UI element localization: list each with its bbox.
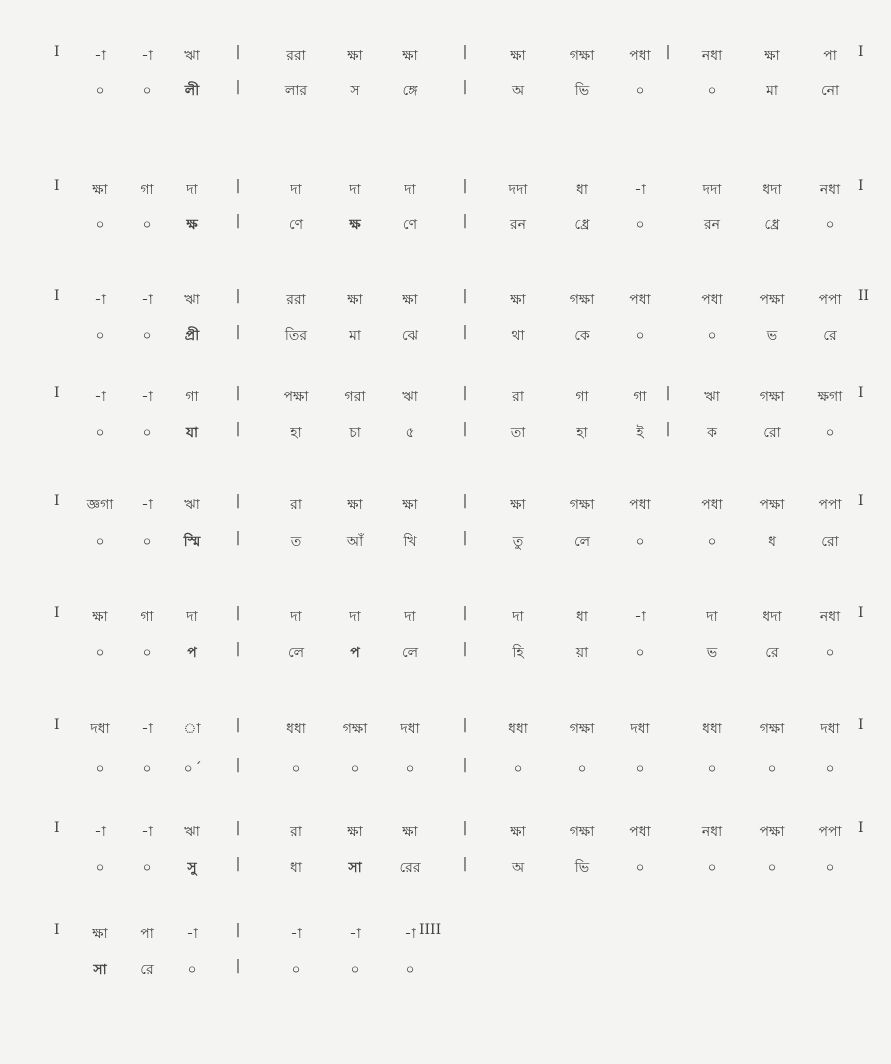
swara-note: গা <box>140 182 154 198</box>
swara-note: দা <box>290 609 302 625</box>
swara-note: ধদা <box>762 182 782 198</box>
swara-note: -া <box>186 926 198 942</box>
swara-note: -া <box>141 824 153 840</box>
bar-line: | <box>462 288 468 304</box>
lyric-note: ০ <box>95 761 105 777</box>
swara-note: -া <box>94 292 106 308</box>
swara-note: ধা <box>576 609 588 625</box>
section-mark: I <box>858 385 864 401</box>
swara-note: নধা <box>701 824 723 840</box>
lyric-note: রের <box>399 860 421 876</box>
swara-note: -া <box>141 497 153 513</box>
lyric-row <box>0 324 891 354</box>
swara-note: -া <box>290 926 302 942</box>
swara-note: -া <box>349 926 361 942</box>
bar-line: | <box>235 178 241 194</box>
lyric-note: থা <box>511 328 525 344</box>
lyric-note: ধ <box>768 534 776 550</box>
swara-note: ক্ষা <box>510 824 526 840</box>
lyric-note: ৫ <box>405 425 415 441</box>
swara-note: ধা <box>576 182 588 198</box>
section-mark: I <box>54 922 60 938</box>
section-mark: I <box>858 605 864 621</box>
lyric-note: ০ <box>142 645 152 661</box>
lyric-note: ০ <box>95 534 105 550</box>
bar-line: | <box>235 44 241 60</box>
swara-note: ঋা <box>184 497 200 513</box>
swara-note: ররা <box>286 292 306 308</box>
lyric-note: ০ <box>187 962 197 978</box>
swara-note: া <box>183 721 201 737</box>
swara-note: পপা <box>818 497 842 513</box>
bar-line: | <box>462 641 468 657</box>
swara-note: পধা <box>701 292 723 308</box>
swara-note: ঋা <box>402 389 418 405</box>
lyric-note: ০ <box>635 761 645 777</box>
lyric-note: সা <box>348 860 362 876</box>
swara-note: পধা <box>629 497 651 513</box>
swara-note: নধা <box>701 48 723 64</box>
bar-line: | <box>235 421 241 437</box>
swara-note: পক্ষা <box>759 292 785 308</box>
bar-line: | <box>235 641 241 657</box>
lyric-note: মা <box>349 328 361 344</box>
lyric-note: ত <box>290 534 302 550</box>
swara-note: গা <box>633 389 647 405</box>
swara-note: জ্ঞগা <box>86 497 114 513</box>
bar-line: | <box>235 605 241 621</box>
bar-line: | <box>235 288 241 304</box>
lyric-note: ০ <box>635 645 645 661</box>
lyric-note: ০ <box>707 328 717 344</box>
swara-note: দা <box>512 609 524 625</box>
swara-note: পধা <box>629 292 651 308</box>
lyric-note: ০ <box>707 83 717 99</box>
swara-note: ক্ষা <box>347 824 363 840</box>
swara-note: গক্ষা <box>342 721 368 737</box>
lyric-note: ভি <box>574 83 590 99</box>
lyric-row <box>0 757 891 787</box>
swara-note: গরা <box>344 389 366 405</box>
swara-note: ররা <box>286 48 306 64</box>
lyric-note: ০ <box>635 328 645 344</box>
swara-note: ক্ষা <box>92 926 108 942</box>
lyric-note: ০ <box>635 83 645 99</box>
swara-note: ঋা <box>704 389 720 405</box>
lyric-note: খি <box>403 534 417 550</box>
lyric-note: ভ <box>766 328 778 344</box>
swara-note: নধা <box>819 182 841 198</box>
swara-note: রা <box>290 824 302 840</box>
bar-line: | <box>235 493 241 509</box>
lyric-note: কে <box>574 328 590 344</box>
lyric-row <box>0 641 891 671</box>
bar-line: | <box>462 757 468 773</box>
swara-note: -া <box>94 48 106 64</box>
swara-note: পধা <box>629 48 651 64</box>
swara-row <box>0 178 891 208</box>
swara-note: দা <box>404 609 416 625</box>
lyric-note: আঁ <box>346 534 364 550</box>
lyric-note: প <box>187 645 197 661</box>
swara-note: ক্ষা <box>347 497 363 513</box>
swara-note: দা <box>186 609 198 625</box>
lyric-note: ০ <box>291 962 301 978</box>
bar-line: | <box>235 757 241 773</box>
swara-row <box>0 717 891 747</box>
lyric-note: ০ <box>291 761 301 777</box>
lyric-note: ঙ্গে <box>402 83 418 99</box>
lyric-note: তা <box>510 425 526 441</box>
lyric-note: ০ <box>142 860 152 876</box>
lyric-row <box>0 958 891 988</box>
lyric-note: ০ <box>635 534 645 550</box>
swara-note: ক্ষা <box>402 292 418 308</box>
swara-note: -া <box>404 926 416 942</box>
lyric-note: চা <box>349 425 361 441</box>
lyric-note: রো <box>821 534 839 550</box>
swara-note: গক্ষা <box>759 721 785 737</box>
swara-note: পা <box>823 48 837 64</box>
section-mark: I <box>858 178 864 194</box>
lyric-note: ০ <box>825 761 835 777</box>
swara-note: রা <box>290 497 302 513</box>
lyric-row <box>0 856 891 886</box>
bar-line: | <box>462 605 468 621</box>
swara-note: ক্ষা <box>92 609 108 625</box>
bar-line: | <box>462 820 468 836</box>
lyric-note: প <box>350 645 360 661</box>
bar-line: | <box>235 717 241 733</box>
swara-row <box>0 493 891 523</box>
bar-line: | <box>235 79 241 95</box>
swara-note: ধধা <box>702 721 722 737</box>
lyric-row <box>0 213 891 243</box>
swara-note: -া <box>94 824 106 840</box>
lyric-note: ০ <box>95 83 105 99</box>
lyric-note: মা <box>766 83 778 99</box>
lyric-note: স্মি <box>183 534 201 550</box>
swara-note: ক্ষা <box>510 497 526 513</box>
swara-note: ক্ষা <box>402 824 418 840</box>
swara-note: গক্ষা <box>569 48 595 64</box>
bar-line: | <box>235 820 241 836</box>
section-mark: I <box>54 178 60 194</box>
swara-row <box>0 922 891 952</box>
lyric-note: ধা <box>290 860 302 876</box>
lyric-note: অ <box>511 860 525 876</box>
lyric-note: ভি <box>574 860 590 876</box>
lyric-note: ০ <box>95 328 105 344</box>
lyric-note: ণে <box>288 217 304 233</box>
lyric-note: ০ <box>95 860 105 876</box>
lyric-note: ০ <box>350 962 360 978</box>
lyric-note: সু <box>187 860 197 876</box>
bar-line: | <box>235 324 241 340</box>
bar-line: | <box>462 421 468 437</box>
section-mark: I <box>54 820 60 836</box>
swara-note: -া <box>94 389 106 405</box>
section-mark: I <box>54 717 60 733</box>
swara-note: দদা <box>702 182 722 198</box>
lyric-note: ০ <box>767 860 777 876</box>
lyric-note: ণে <box>402 217 418 233</box>
lyric-note: ০ <box>95 217 105 233</box>
lyric-note: ০ <box>825 425 835 441</box>
swara-note: দা <box>404 182 416 198</box>
lyric-note: লে <box>401 645 419 661</box>
swara-note: -া <box>141 721 153 737</box>
swara-row <box>0 44 891 74</box>
lyric-note: ০ <box>142 761 152 777</box>
swara-note: ক্ষগা <box>817 389 843 405</box>
swara-note: ক্ষা <box>510 292 526 308</box>
swara-note: দধা <box>90 721 110 737</box>
swara-note: দধা <box>630 721 650 737</box>
bar-line: | <box>665 421 671 437</box>
lyric-note: রে <box>765 645 779 661</box>
lyric-note: সা <box>93 962 107 978</box>
bar-line: | <box>462 213 468 229</box>
lyric-note: রন <box>509 217 527 233</box>
swara-note: গক্ষা <box>569 292 595 308</box>
lyric-note: তু <box>512 534 524 550</box>
lyric-note: ০ <box>142 217 152 233</box>
swara-note: -া <box>141 48 153 64</box>
swara-note: দা <box>186 182 198 198</box>
bar-line: | <box>462 44 468 60</box>
lyric-note: ০ <box>767 761 777 777</box>
lyric-note: ০ <box>635 860 645 876</box>
swara-note: ক্ষা <box>402 48 418 64</box>
bar-line: | <box>235 213 241 229</box>
lyric-note: লার <box>284 83 308 99</box>
bar-line: | <box>235 385 241 401</box>
lyric-note: ০ <box>825 645 835 661</box>
lyric-note: অ <box>511 83 525 99</box>
swara-note: ক্ষা <box>402 497 418 513</box>
swara-note: -া <box>141 292 153 308</box>
swara-note: গক্ষা <box>569 497 595 513</box>
bar-line: | <box>462 856 468 872</box>
lyric-note: ০ <box>707 860 717 876</box>
swara-note: পধা <box>701 497 723 513</box>
section-mark: I <box>54 288 60 304</box>
section-mark: II <box>858 288 870 304</box>
swara-note: রা <box>512 389 524 405</box>
swara-note: পক্ষা <box>283 389 309 405</box>
lyric-note: ০ <box>707 761 717 777</box>
lyric-note: ০ <box>707 534 717 550</box>
lyric-row <box>0 530 891 560</box>
lyric-note: নো <box>820 83 840 99</box>
bar-line: | <box>235 530 241 546</box>
swara-note: -া <box>634 182 646 198</box>
lyric-note: হি <box>512 645 524 661</box>
swara-note: গক্ষা <box>569 824 595 840</box>
lyric-note: তির <box>284 328 308 344</box>
swara-note: দধা <box>400 721 420 737</box>
lyric-row <box>0 79 891 109</box>
bar-line: | <box>665 44 671 60</box>
bar-line: | <box>462 530 468 546</box>
lyric-row <box>0 421 891 451</box>
lyric-note: ০ <box>350 761 360 777</box>
section-mark: I <box>858 44 864 60</box>
lyric-note: য়া <box>575 645 589 661</box>
swara-note: দা <box>290 182 302 198</box>
bar-line: | <box>462 385 468 401</box>
bar-line: | <box>462 178 468 194</box>
swara-note: ক্ষা <box>347 292 363 308</box>
swara-row <box>0 385 891 415</box>
lyric-note: ০ <box>142 83 152 99</box>
section-mark: I <box>858 820 864 836</box>
lyric-note: যা <box>185 425 199 441</box>
lyric-note: ০ <box>142 328 152 344</box>
swara-note: দা <box>706 609 718 625</box>
swara-note: ধধা <box>508 721 528 737</box>
lyric-note: ঝে <box>401 328 419 344</box>
lyric-note: রে <box>823 328 837 344</box>
swara-note: ক্ষা <box>92 182 108 198</box>
lyric-note: ধ্রে <box>764 217 780 233</box>
lyric-note: ক্ষ <box>349 217 361 233</box>
lyric-note: ধ্রে <box>574 217 590 233</box>
lyric-note: ০ <box>95 645 105 661</box>
swara-note: ঋা <box>184 48 200 64</box>
lyric-note: হা <box>290 425 302 441</box>
section-mark: I <box>54 44 60 60</box>
swara-note: গা <box>185 389 199 405</box>
lyric-note: লে <box>287 645 305 661</box>
lyric-note: ক <box>707 425 717 441</box>
lyric-note: রন <box>703 217 721 233</box>
lyric-note: ০ <box>635 217 645 233</box>
bar-line: | <box>235 856 241 872</box>
swara-row <box>0 605 891 635</box>
swara-note: পপা <box>818 292 842 308</box>
lyric-note: ক্ষ <box>186 217 198 233</box>
lyric-note: ০ <box>405 962 415 978</box>
swara-note: ক্ষা <box>510 48 526 64</box>
section-mark: I <box>54 605 60 621</box>
swara-note: দধা <box>820 721 840 737</box>
bar-line: | <box>462 79 468 95</box>
swara-note: ধধা <box>286 721 306 737</box>
swara-note: -া <box>141 389 153 405</box>
lyric-note: ০ <box>142 534 152 550</box>
lyric-note: ০ <box>825 217 835 233</box>
lyric-note: লী <box>184 83 200 99</box>
lyric-note: ০ <box>577 761 587 777</box>
section-mark: I <box>54 493 60 509</box>
bar-line: | <box>665 385 671 401</box>
swara-note: পক্ষা <box>759 497 785 513</box>
lyric-note: ০ <box>142 425 152 441</box>
bar-line: | <box>235 958 241 974</box>
lyric-note: ০ <box>513 761 523 777</box>
swara-note: ক্ষা <box>764 48 780 64</box>
lyric-note: রে <box>140 962 154 978</box>
lyric-note: ০ ՛ <box>183 761 201 777</box>
lyric-note: রো <box>763 425 781 441</box>
lyric-note: স <box>350 83 360 99</box>
swara-note: পপা <box>818 824 842 840</box>
swara-note: পা <box>140 926 154 942</box>
swara-note: গা <box>575 389 589 405</box>
lyric-note: ০ <box>825 860 835 876</box>
swara-note: দদা <box>508 182 528 198</box>
section-mark: I <box>54 385 60 401</box>
swara-note: ঋা <box>184 824 200 840</box>
section-mark: I <box>858 717 864 733</box>
bar-line: | <box>462 493 468 509</box>
swara-note: ক্ষা <box>347 48 363 64</box>
swara-note: পধা <box>629 824 651 840</box>
swara-note: পক্ষা <box>759 824 785 840</box>
lyric-note: প্রী <box>184 328 200 344</box>
swara-note: দা <box>349 609 361 625</box>
lyric-note: লে <box>573 534 591 550</box>
section-mark: IIII <box>419 922 442 938</box>
swara-note: নধা <box>819 609 841 625</box>
lyric-note: ০ <box>405 761 415 777</box>
bar-line: | <box>462 717 468 733</box>
swara-note: গক্ষা <box>569 721 595 737</box>
section-mark: I <box>858 493 864 509</box>
bar-line: | <box>462 324 468 340</box>
swara-note: গা <box>140 609 154 625</box>
lyric-note: হা <box>576 425 588 441</box>
swara-row <box>0 288 891 318</box>
swara-note: -া <box>634 609 646 625</box>
lyric-note: ০ <box>95 425 105 441</box>
swara-note: দা <box>349 182 361 198</box>
swara-note: গক্ষা <box>759 389 785 405</box>
lyric-note: ই <box>636 425 644 441</box>
swara-row <box>0 820 891 850</box>
swara-note: ঋা <box>184 292 200 308</box>
swara-note: ধদা <box>762 609 782 625</box>
lyric-note: ভ <box>706 645 718 661</box>
bar-line: | <box>235 922 241 938</box>
